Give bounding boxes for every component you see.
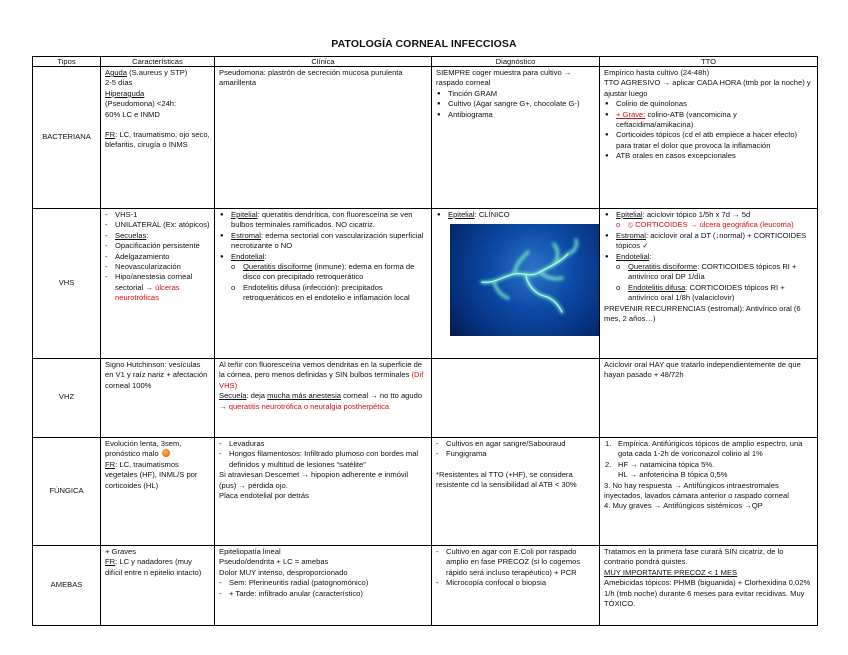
hipoanestesia-text: Hipo/anestesia corneal sectorial → <box>115 272 193 292</box>
list-item <box>604 231 813 252</box>
list-item <box>604 210 813 220</box>
corticoides-warning: CORTICOIDES → úlcera geográfica (leucoma) <box>635 220 794 230</box>
list-item: ● Endotelial: <box>604 252 813 262</box>
tto-n4: 4. Muy graves → Antifúngicos sistémicos →QP <box>604 501 763 511</box>
lc-text: 60% LC e INMD <box>105 109 160 119</box>
check-icon: ✓ <box>642 241 649 251</box>
tto-vhz: Aciclovir oral HAY que tratarlo independientemente de que hayan pasado + 48/72h <box>600 359 818 438</box>
header-clinica: Clínica <box>215 57 432 67</box>
tto-disciforme-text: : CORTICOIDES tópicos RI + antivírico oral DP 1/día <box>628 262 797 282</box>
header-tipos: Tipos <box>33 57 101 67</box>
epitelial-text: : queratitis dendrítica, con fluoresceína se ven bulbos terminales ramificados. NO cicatriz. <box>231 210 413 230</box>
list-item: - Adelgazamiento <box>105 252 210 262</box>
diag-amebas <box>432 546 600 626</box>
list-item: 1. Empírica. Antifúngicos tópicos de amplio espectro, una gota cada 1-2h de voriconazol colirio al 1% <box>604 439 813 460</box>
list-item: ● Antibiograma <box>436 110 595 120</box>
tto-l1: Empírico hasta cultivo (24-48h) <box>604 68 710 77</box>
list-item: - Microcopía confocal o biopsia <box>436 578 595 588</box>
amebas-l2: Pseudo/dendrita + LC = amebas <box>219 557 329 567</box>
header-diagnostico: Diagnóstico <box>432 57 600 67</box>
list-item: - Cultivo en agar con E.Coli por raspado amplio en fase PRECOZ (si lo cogemos rápido será incluso terapéutico) + PCR <box>436 547 595 578</box>
diag-epitelial-label: Epitelial <box>448 210 475 219</box>
diag-vhz <box>432 359 600 438</box>
dendritic-keratitis-image <box>450 224 600 336</box>
cli-bacteriana: Pseudomona: plastrón de secreción mucosa purulenta amarillenta <box>215 67 432 209</box>
endotelial-label: Endotelial <box>231 251 265 261</box>
cli-vhs <box>215 209 432 359</box>
amebas-l1: Epiteliopatía lineal <box>219 547 281 556</box>
secuela-text-a: : deja <box>246 391 268 401</box>
tipo-bacteriana: BACTERIANA <box>33 67 101 209</box>
fr-text: : LC y nadadores (muy difícil entre n epitelio intacto) <box>105 557 202 577</box>
fr-text: : LC, traumatismos vegetales (HF), INML/S por corticoides (HL) <box>105 459 198 490</box>
aguda-text: (S.aureus y STP) <box>126 68 188 77</box>
list-item: ● ATB orales en casos excepcionales <box>604 151 813 161</box>
fungica-placa: Placa endotelial por detrás <box>219 491 309 501</box>
tto-hl: HL → anfotericina B tópica 0,5% <box>618 470 728 480</box>
tipo-fungica: FÚNGICA <box>33 438 101 546</box>
list-item: - Sem: Plerineuritis radial (patognomónico) <box>219 578 427 588</box>
list-item: 2. HF → natamicina tópica 5%. <box>604 460 813 470</box>
list-item <box>436 210 595 220</box>
infectious-keratitis-table <box>32 56 818 626</box>
fungica-descemet: Si atraviesan Descemet → hipopion adherente e inmóvil (pus) → pérdida ojo. <box>219 470 409 490</box>
secuelas-label: Secuelas <box>115 230 147 240</box>
header-tto: TTO <box>600 57 818 67</box>
disciforme-label: Queratitis disciforme <box>243 262 313 272</box>
fr-label: FR <box>105 130 116 140</box>
prevenir-recurrencias: PREVENIR RECURRENCIAS (estromal): Antivírico oral (6 mes, 2 años…) <box>604 303 801 324</box>
list-item <box>604 110 813 131</box>
tto-n3: 3. No hay respuesta → Antifúngicos intraestromales inyectados, lavados cámara anterior o raspado corneal <box>604 480 789 501</box>
list-item: ● Cultivo (Agar sangre G+, chocolate G-) <box>436 99 595 109</box>
diag-bacteriana <box>432 67 600 209</box>
tto-difusa-label: Endotelitis difusa <box>628 282 686 292</box>
row-fungica <box>33 438 818 546</box>
hiperaguda-text: (Pseudomona) <24h: <box>105 99 177 109</box>
row-amebas <box>33 546 818 626</box>
tto-disciforme-label: Queratitis disciforme <box>628 262 698 272</box>
epitelial-label: Epitelial <box>231 210 258 219</box>
hiperaguda-label: Hiperaguda <box>105 88 145 98</box>
estromal-text: : edema sectorial con vascularización superficial necrotizante o NO <box>231 230 424 251</box>
fr-text: : LC, traumatismo, ojo seco, blefaritis, cirugía o INMS <box>105 130 210 150</box>
tto-vhs <box>600 209 818 359</box>
secuela-text-b: mucha más anestesia <box>267 391 342 401</box>
list-item: ● Endotelial: <box>219 252 427 262</box>
tto-endotelial-label: Endotelial <box>616 251 650 261</box>
list-item: - VHS-1 <box>105 210 210 220</box>
tto-amebas <box>600 546 818 626</box>
list-item: ● Tinción GRAM <box>436 89 595 99</box>
tto-epitelial-label: Epitelial <box>616 210 643 219</box>
pumpkin-icon <box>162 449 170 457</box>
list-item: ● Colirio de quinolonas <box>604 99 813 109</box>
grave-label: + Grave: <box>616 109 646 119</box>
prohibited-icon: ⦸ <box>628 220 633 230</box>
tipo-vhz: VHZ <box>33 359 101 438</box>
secuela-text-c: corneal → no tto agudo → <box>219 391 423 411</box>
vhz-t1: Al teñir con fluoresceína vemos dendritas en la superficie de la córnea, pero menos definidas y SIN bulbos terminales <box>219 360 423 380</box>
tto-l2: TTO AGRESIVO → aplicar CADA HORA (tmb por la noche) y ajustar luego <box>604 78 811 98</box>
tto-estromal-label: Estromal <box>616 230 646 240</box>
cli-vhz <box>215 359 432 438</box>
fungica-evolucion: Evolución lenta, 3sem, pronóstico malo <box>105 439 182 459</box>
list-item: - Fungigrama <box>436 449 595 459</box>
row-vhs <box>33 209 818 359</box>
car-bacteriana <box>101 67 215 209</box>
cli-amebas <box>215 546 432 626</box>
ulceras-text: úlceras neurotróficas <box>115 282 180 303</box>
car-vhz: Signo Hutchinson: vesículas en V1 y raíz nariz + afectación corneal 100% <box>101 359 215 438</box>
list-item: - Levaduras <box>219 439 427 449</box>
car-fungica <box>101 438 215 546</box>
diag-epitelial-text: : CLÍNICO <box>474 210 510 219</box>
list-item: - Cultivos en agar sangre/Sabouraud <box>436 439 595 449</box>
diag-vhs <box>432 209 600 359</box>
list-item: - Hongos filamentosos: Infiltrado plumoso con bordes mal definidos y multitud de lesiones “satélite” <box>219 449 427 470</box>
list-item: - Secuelas: <box>105 231 210 241</box>
list-item <box>219 231 427 252</box>
dif-vhs: (Dif VHS) <box>219 370 424 390</box>
fr-label: FR <box>105 459 116 469</box>
secuela-label: Secuela <box>219 391 247 401</box>
fungica-note: *Resistentes al TTO (+HF), se considera resistente cd la sensibilidad al ATB < 30% <box>436 469 577 490</box>
tipo-amebas: AMEBAS <box>33 546 101 626</box>
tto-fungica <box>600 438 818 546</box>
amebas-tto-l1: Tratamos en la primera fase curará SIN cicatriz, de lo contrario pondrá quistes. <box>604 547 784 567</box>
row-bacteriana <box>33 67 818 209</box>
diag-fungica <box>432 438 600 546</box>
header-caracteristicas: Características <box>101 57 215 67</box>
list-item: - Neovascularización <box>105 262 210 272</box>
tto-bacteriana <box>600 67 818 209</box>
estromal-label: Estromal <box>231 230 261 240</box>
tto-difusa-text: : CORTICOIDES tópicos RI + antivírico oral 1/8h (valaciclovir) <box>628 282 785 303</box>
dendrite-figure <box>450 224 600 336</box>
aguda-dias: 2-5 días <box>105 78 133 88</box>
list-item: o Endotelitis difusa (infección): precipitados retroqueráticos en el endotelio e inflamación local <box>219 283 427 304</box>
car-vhs <box>101 209 215 359</box>
list-item <box>604 220 813 230</box>
amebas-l3: Dolor MUY intenso, desproporcionado <box>219 567 348 577</box>
amebas-graves: + Graves <box>105 547 137 556</box>
tto-estromal-text: : aciclovir oral a DT (↓normal) + CORTICOIDES tópicos <box>616 230 807 251</box>
amebas-tto-l2: MUY IMPORTANTE PRECOZ < 1 MES <box>604 567 738 577</box>
tto-epitelial-text: : aciclovir tópico 1/5h x 7d → 5d <box>642 210 751 219</box>
row-vhz <box>33 359 818 438</box>
amebas-tto-l3: Amebicidas tópicos: PHMB (biguanida) + Clorhexidina 0,02% 1/h (tmb noche) durante 6 meses para evitar recidivas. Muy TÓXICO. <box>604 578 811 609</box>
list-item <box>219 262 427 283</box>
grave-text: colirio-ATB (vancomicina y ceftacidima/amikacina) <box>616 109 737 130</box>
list-item: - UNILATERAL (Ex: atópicos) <box>105 220 210 230</box>
list-item <box>604 262 813 283</box>
header-row <box>33 57 818 67</box>
fr-label: FR <box>105 557 116 567</box>
tipo-vhs: VHS <box>33 209 101 359</box>
disciforme-text: (inmune): edema en forma de disco con precipitado retroquerático <box>243 262 415 282</box>
list-item: ● Corticoides tópicos (cd el atb empiece a hacer efecto) para tratar el dolor que provoca la inflamación <box>604 130 813 151</box>
cli-fungica <box>215 438 432 546</box>
list-item <box>105 272 210 303</box>
diag-intro: SIEMPRE coger muestra para cultivo → raspado corneal <box>436 68 572 88</box>
secuela-red: queratitis neurotrófica o neuralgia postherpética <box>228 401 390 411</box>
list-item <box>604 283 813 304</box>
aguda-label: Aguda <box>105 68 127 77</box>
page-title: PATOLOGÍA CORNEAL INFECCIOSA <box>331 38 517 50</box>
car-amebas <box>101 546 215 626</box>
list-item: - + Tarde: infiltrado anular (característico) <box>219 589 427 599</box>
list-item <box>219 210 427 231</box>
list-item: - Opacificación persistente <box>105 241 210 251</box>
